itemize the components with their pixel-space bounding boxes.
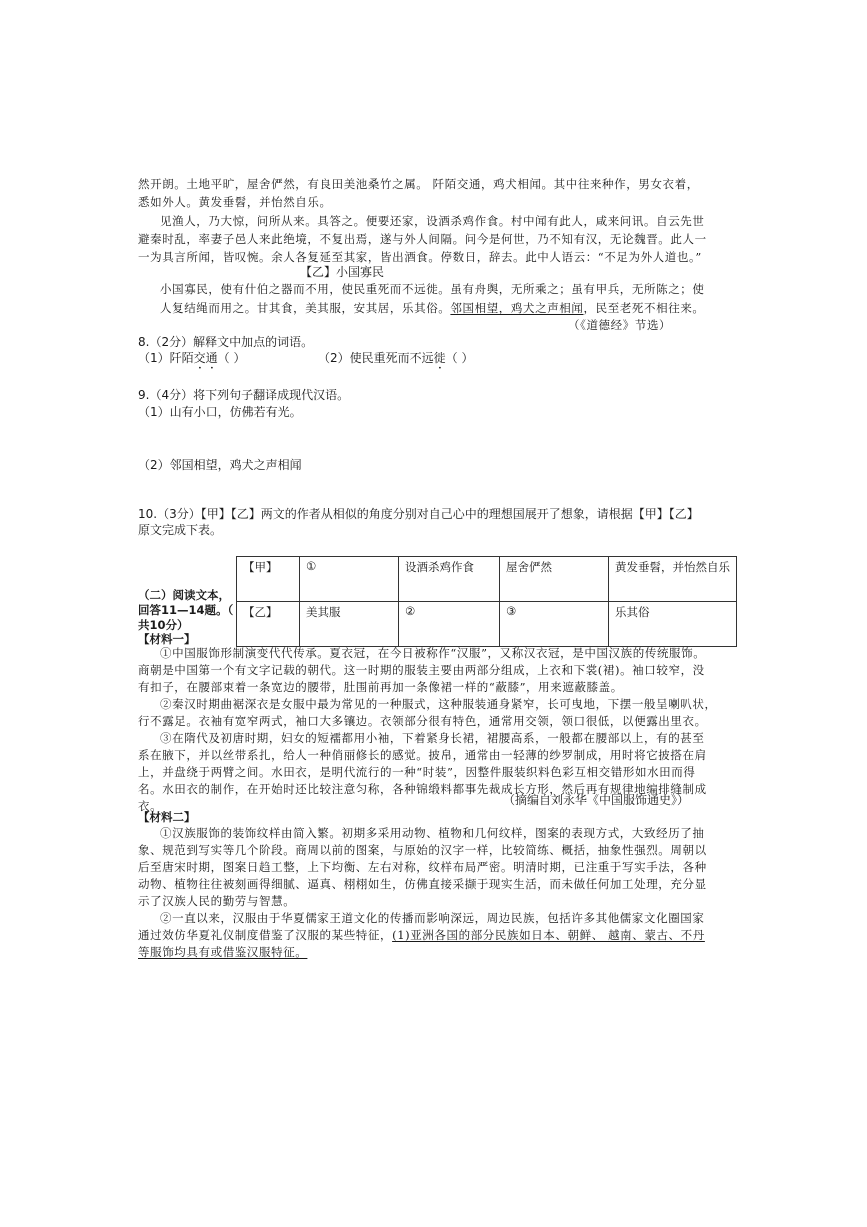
material-1-line: 名。水田衣的制作，在开始时还比较注意匀称，各种锦缎料都事先裁成长方形，然后再有规律地编排缝制成 [138,782,707,796]
table-cell: 【乙】 [237,602,300,647]
table-row [237,602,737,647]
q8-item-2 [318,351,473,372]
passage-b-underlined-sentence: 邻国相望，鸡犬之声相闻 [450,301,584,315]
passage-b-line-2 [160,301,705,315]
material-2-line: 示了汉族人民的勤劳与智慧。 [138,894,296,908]
material-2-underlined-sentence: (1)亚洲各国的部分民族如日本、朝鲜、 越南、蒙古、不丹 [392,928,705,942]
material-1-line: 有扣子，在腰部束着一条宽边的腰带，肚围前再加一条像裙一样的“蔽膝”，用来遮蔽膝盖。 [138,680,623,694]
passage-a-line-4: 避秦时乱，率妻子邑人来此绝境，不复出焉，遂与外人间隔。问今是何世，乃不知有汉，无论魏晋。此人一 [138,232,707,246]
section-2-title-line-3: 共10分） [138,618,189,632]
q8-item-2-text: （2）使民重死而不远 [318,351,434,365]
material-2-line: 动物、植物往往被刻画得细腻、逼真、栩栩如生，仿佛直接采撷于现实生活，而未做任何加工处理，充分显 [138,877,707,891]
passage-a-line-2: 悉如外人。黄发垂髫，并怡然自乐。 [138,195,332,209]
passage-b-line-2-end: ，民至老死不相往来。 [583,301,705,315]
material-1-line: 商朝是中国第一个有文字记载的朝代。这一时期的服装主要由两部分组成，上衣和下裳(裙)。袖口较窄，没 [138,663,705,677]
q9-item-1: （1）山有小口，仿佛若有光。 [138,405,302,419]
q8-item-1-dotted-word: 交通 [193,351,218,365]
section-2-title-line-2: 回答11—14题。（ [138,603,234,617]
q9-item-2: （2）邻国相望，鸡犬之声相闻 [138,458,302,472]
material-1-line: 衣。 [138,799,163,813]
q9-stem: 9.（4分）将下列句子翻译成现代汉语。 [138,388,350,402]
table-row [237,557,737,602]
q8-item-1-text: （1）阡陌 [138,351,194,365]
material-1-line: 系在腋下，并以丝带系扎，给人一种俏丽修长的感觉。披帛，通常由一轻薄的纱罗制成，用时将它披搭在肩 [138,748,707,762]
q8-item-1 [138,351,245,372]
table-cell[interactable]: ② [399,602,500,647]
passage-b-heading: 【乙】小国寡民 [300,265,385,279]
table-cell: 乐其俗 [609,602,737,647]
material-2-p2-line-2-text: 通过效仿华夏礼仪制度借鉴了汉服的某些特征， [138,928,393,942]
passage-a-line-3: 见渔人，乃大惊，问所从来。具答之。便要还家，设酒杀鸡作食。村中闻有此人，咸来问讯。自云先世 [160,214,705,228]
comparison-table [236,556,737,647]
passage-b-source: （《道德经》节选） [568,318,672,332]
material-2-line: 后至唐宋时期，图案日趋工整，上下均衡、左右对称，纹样布局严密。明清时期，已注重于写实手法，各种 [138,860,707,874]
q8-stem: 8.（2分）解释文中加点的词语。 [138,335,314,349]
table-cell: 美其服 [300,602,399,647]
table-cell[interactable]: ① [300,557,399,602]
passage-a-line-1: 然开朗。土地平旷，屋舍俨然，有良田美池桑竹之属。 阡陌交通，鸡犬相闻。其中往来种作，男女衣着， [138,177,699,191]
q8-item-2-dotted-word: 徙 [433,351,446,365]
section-2-title-line-1: （二）阅读文本， [138,588,230,602]
q10-stem-line-2: 原文完成下表。 [138,523,223,537]
material-1-source: （摘编自刘永华《中国服饰通史》） [503,793,690,807]
material-2-p2-line-1: ②一直以来，汉服由于华夏儒家王道文化的传播而影响深远，周边民族，包括许多其他儒家文化圈国家 [160,911,705,925]
table-cell: 黄发垂髫，并怡然自乐 [609,557,737,602]
table-cell: 屋舍俨然 [500,557,609,602]
q10-stem-line-1: 10.（3分）【甲】【乙】两文的作者从相似的角度分别对自己心中的理想国展开了想象，请根据【甲】【乙】 [138,507,699,521]
material-1-heading: 【材料一】 [138,632,196,646]
table-cell: 设酒杀鸡作食 [399,557,500,602]
material-1-line: 上，并盘绕于两臂之间。水田衣，是明代流行的一种“时装”，因整件服装织料色彩互相交错形如水田而得 [138,765,696,779]
material-2-line: 象、规范到写实等几个阶段。商周以前的图案，与原始的汉字一样，比较简练、概括，抽象性强烈。周朝以 [138,843,707,857]
material-1-line: 行不露足。衣袖有宽窄两式，袖口大多镶边。衣领部分很有特色，通常用交领，领口很低，以便露出里衣。 [138,714,707,728]
table-cell: 【甲】 [237,557,300,602]
material-2-heading: 【材料二】 [138,810,196,824]
q8-item-1-answer-blank[interactable]: （ ） [217,351,246,365]
passage-b-line-2-start: 人复结绳而用之。甘其食，美其服，安其居，乐其俗。 [160,301,451,315]
material-1-line: ②秦汉时期曲裾深衣是女服中最为常见的一种服式，这种服装通身紧窄，长可曳地，下摆一般呈喇叭状， [160,697,717,711]
material-1-line: ①中国服饰形制演变代代传承。夏衣冠，在今日被称作“汉服”，又称汉衣冠，是中国汉族的传统服饰。 [160,646,706,660]
passage-a-line-5: 一为具言所闻，皆叹惋。余人各复延至其家，皆出酒食。停数日，辞去。此中人语云：“不足为外人道也。” [138,250,702,264]
q8-item-2-answer-blank[interactable]: （ ） [445,351,474,365]
table-cell[interactable]: ③ [500,602,609,647]
passage-b-line-1: 小国寡民，使有什伯之器而不用，使民重死而不远徙。虽有舟舆，无所乘之；虽有甲兵，无所陈之；使 [160,282,705,296]
material-2-underlined-sentence-end: 等服饰均具有或借鉴汉服特征。 [138,945,308,959]
material-2-line: ①汉族服饰的装饰纹样由简入繁。初期多采用动物、植物和几何纹样，图案的表现方式，大致经历了抽 [160,826,705,840]
material-1-line: ③在隋代及初唐时期，妇女的短襦都用小袖，下着紧身长裙，裙腰高系，一般都在腰部以上，有的甚至 [160,731,705,745]
material-2-p2-line-2 [138,928,705,942]
